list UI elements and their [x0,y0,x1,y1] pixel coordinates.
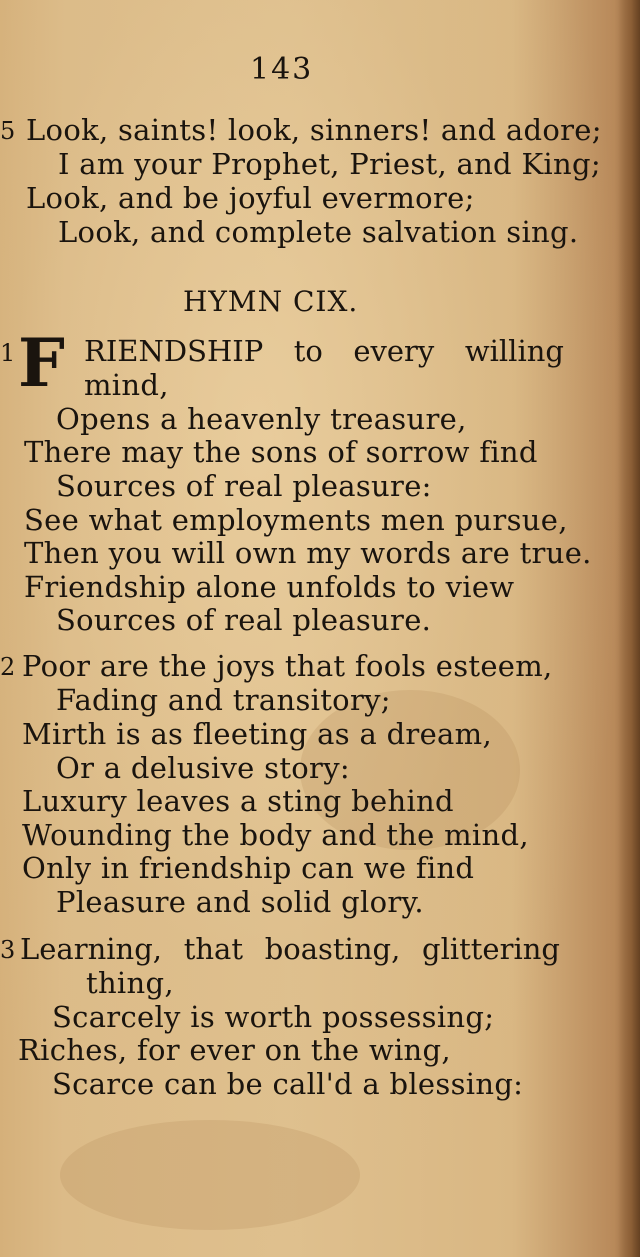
word: RIENDSHIP [84,334,264,368]
verse-line: Sources of real pleasure: [56,469,432,503]
justified-line [20,932,560,966]
word: every [353,334,435,368]
verse-line: Look, and complete salvation sing. [58,215,579,249]
verse-line: See what employments men pursue, [24,503,568,537]
word: boasting, [264,932,401,966]
verse-line: Fading and transitory; [56,683,391,717]
verse-line: thing, [86,966,174,1000]
verse-line: Riches, for ever on the wing, [18,1033,451,1067]
verse-line: Friendship alone unfolds to view [24,570,515,604]
word: Learning, [20,932,162,966]
verse-line: Then you will own my words are true. [24,536,592,570]
verse-line: Mirth is as fleeting as a dream, [22,717,492,751]
verse-line: Or a delusive story: [56,751,350,785]
verse-line: Opens a heavenly treasure, [56,402,467,436]
word: that [183,932,243,966]
verse-line: Sources of real pleasure. [56,603,432,637]
verse-line: Look, saints! look, sinners! and adore; [26,113,602,147]
verse-line: Only in friendship can we find [22,851,475,885]
paper-stain [60,1120,360,1230]
verse-line: Luxury leaves a sting behind [22,784,454,818]
stanza-number: 1 [0,339,16,367]
verse-line: Pleasure and solid glory. [56,885,424,919]
stanza-number: 3 [0,936,16,964]
verse-line: There may the sons of sorrow find [24,435,538,469]
page-number: 143 [250,52,314,87]
verse-number: 5 [0,117,16,145]
verse-line: I am your Prophet, Priest, and King; [58,147,601,181]
word: willing [464,334,564,368]
verse-line: Look, and be joyful evermore; [26,181,475,215]
hymn-title: HYMN CIX. [183,285,359,318]
verse-line: Poor are the joys that fools esteem, [22,649,553,683]
word: glittering [422,932,560,966]
verse-line: mind, [84,368,169,402]
stanza-number: 2 [0,653,16,681]
justified-line [84,334,564,368]
verse-line: Scarce can be call'd a blessing: [52,1067,524,1101]
verse-line: Scarcely is worth possessing; [52,1000,495,1034]
word: to [293,334,323,368]
page-edge [618,0,640,1257]
drop-cap: F [18,324,65,402]
verse-line: Wounding the body and the mind, [22,818,529,852]
